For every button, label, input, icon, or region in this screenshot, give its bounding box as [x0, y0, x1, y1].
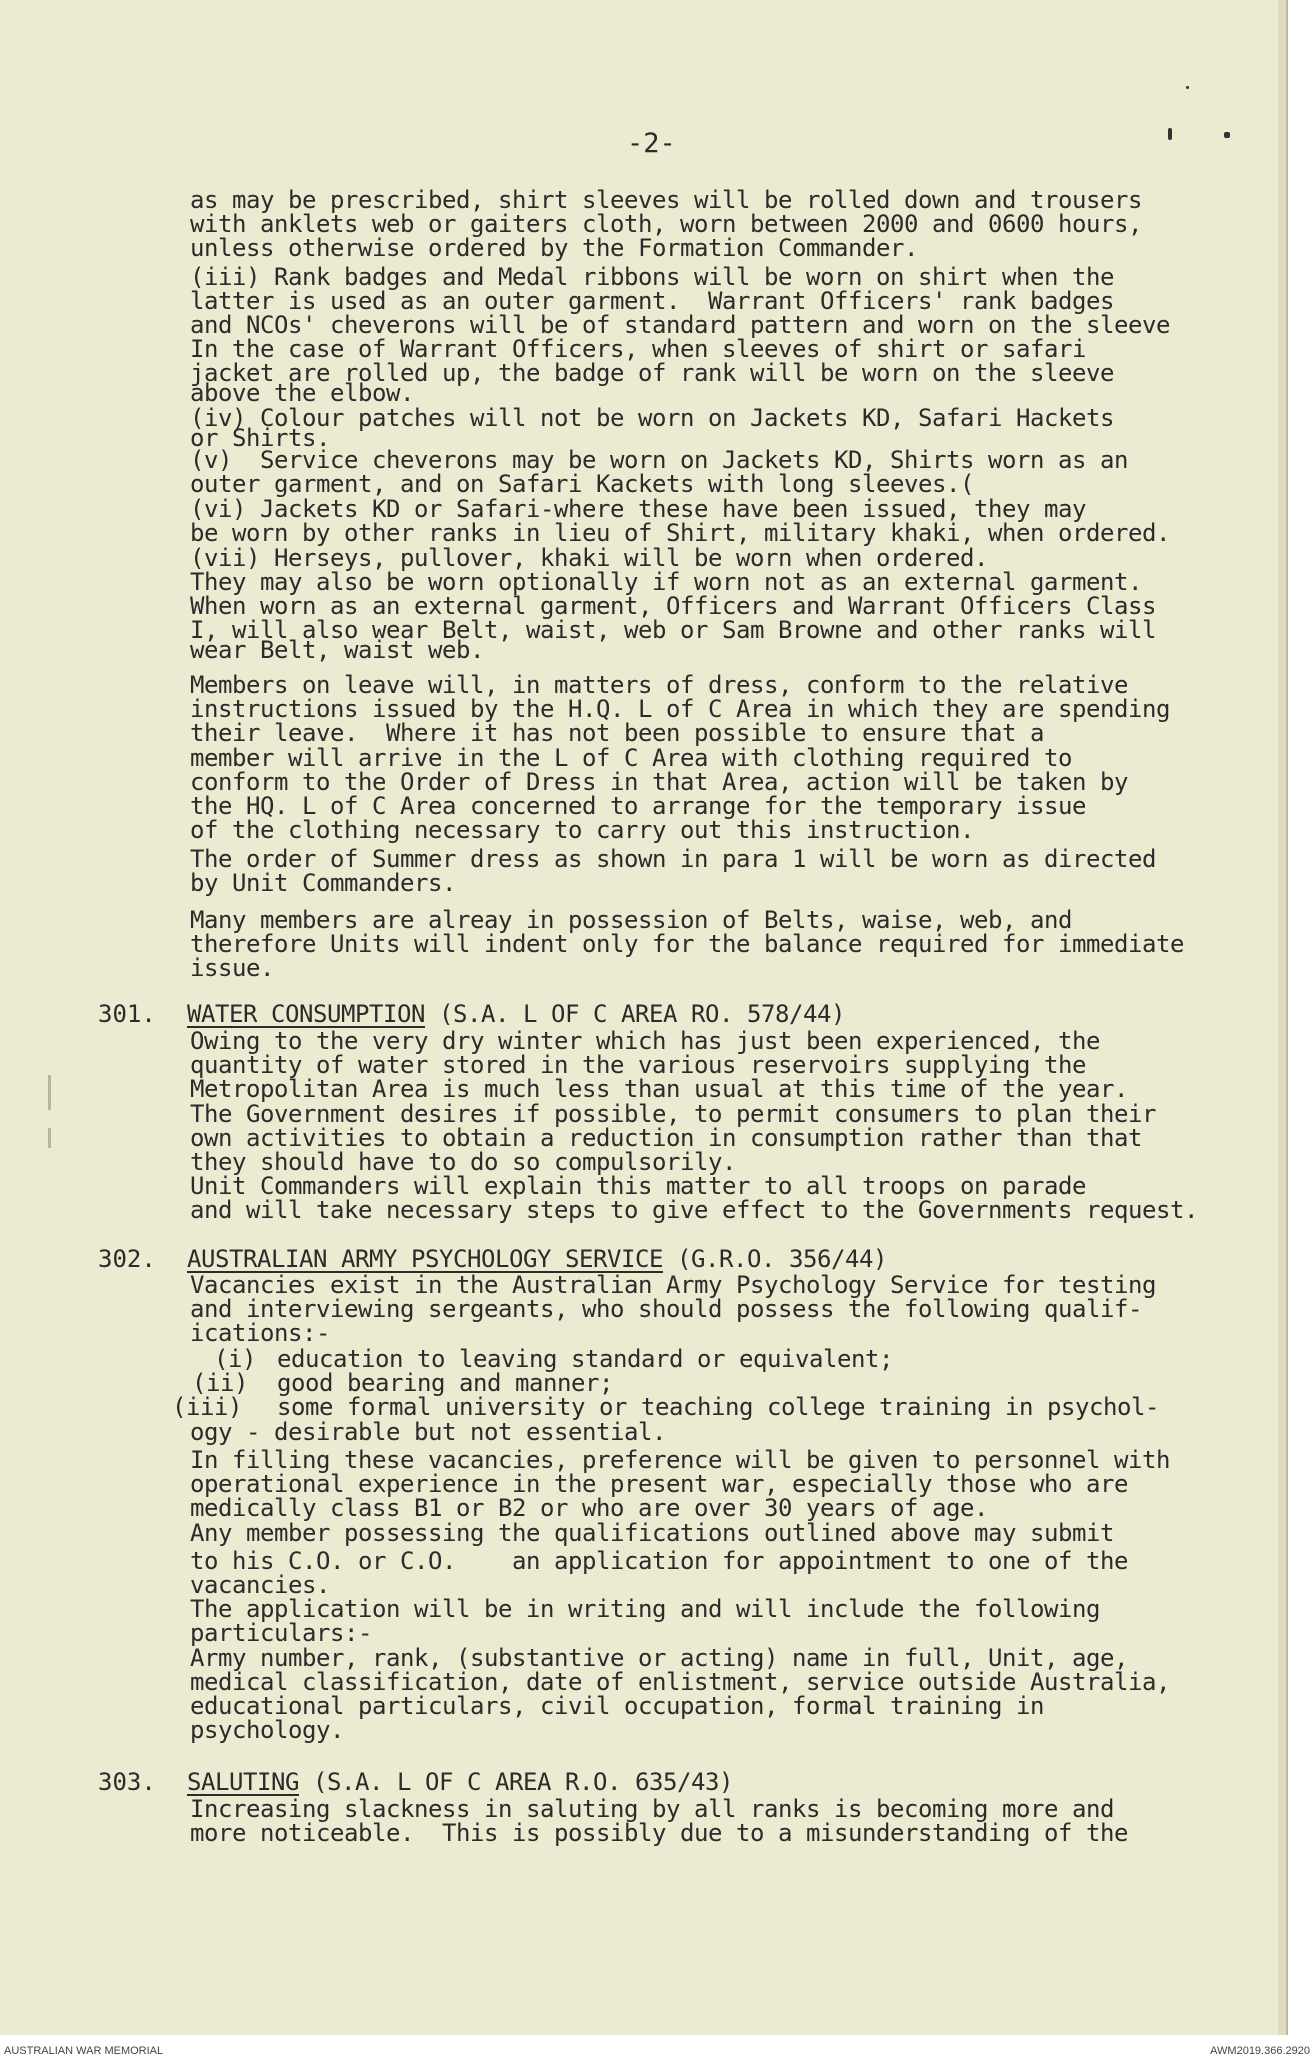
body-line: (iii) Rank badges and Medal ribbons will be worn on shirt when the — [190, 263, 1114, 291]
section-303-number: 303. — [98, 1768, 156, 1796]
list-item-text: some formal university or teaching college training in psychol- — [277, 1393, 1159, 1422]
body-line: Unit Commanders will explain this matter to all troops on parade — [190, 1172, 1086, 1201]
body-line: ogy - desirable but not essential. — [190, 1418, 666, 1446]
body-line: Metropolitan Area is much less than usual at this time of the year. — [190, 1075, 1128, 1104]
body-line: member will arrive in the L of C Area with clothing required to — [190, 743, 1072, 772]
section-302-heading-line — [187, 1247, 887, 1271]
body-line: The order of Summer dress as shown in para 1 will be worn as directed — [190, 845, 1156, 873]
body-line: psychology. — [190, 1716, 344, 1745]
body-line: In filling these vacancies, preference will be given to personnel with — [190, 1446, 1170, 1474]
body-line: The Government desires if possible, to permit consumers to plan their — [190, 1099, 1156, 1128]
body-line: operational experience in the present war, especially those who are — [190, 1470, 1128, 1499]
list-item-label: (iii) — [172, 1393, 242, 1422]
footer-right: AWM2019.366.2920 — [1210, 2045, 1310, 2057]
section-301-number: 301. — [98, 1000, 156, 1028]
body-line: latter is used as an outer garment. Warrant Officers' rank badges — [190, 287, 1114, 315]
section-303-heading: SALUTING — [187, 1768, 299, 1796]
body-line: instructions issued by the H.Q. L of C Area in which they are spending — [190, 695, 1170, 724]
body-line: educational particulars, civil occupation, formal training in — [190, 1692, 1044, 1720]
section-301-reference: (S.A. L OF C AREA RO. 578/44) — [425, 1000, 845, 1028]
body-line: Owing to the very dry winter which has just been experienced, the — [190, 1027, 1100, 1055]
body-line: and interviewing sergeants, who should possess the following qualif- — [190, 1295, 1142, 1324]
section-302-heading: AUSTRALIAN ARMY PSYCHOLOGY SERVICE — [187, 1245, 663, 1273]
body-line: their leave. Where it has not been possible to ensure that a — [190, 719, 1044, 748]
section-301-heading: WATER CONSUMPTION — [187, 1000, 425, 1028]
section-303-reference: (S.A. L OF C AREA R.O. 635/43) — [299, 1768, 733, 1796]
body-line: the HQ. L of C Area concerned to arrange for the temporary issue — [190, 792, 1086, 820]
body-line: medical classification, date of enlistment, service outside Australia, — [190, 1667, 1170, 1696]
body-line: unless otherwise ordered by the Formation Commander. — [190, 234, 918, 262]
section-302-reference: (G.R.O. 356/44) — [662, 1245, 887, 1273]
body-line: therefore Units will indent only for the balance required for immediate — [190, 930, 1184, 959]
body-line: Members on leave will, in matters of dress, conform to the relative — [190, 671, 1128, 699]
list-item-text: good bearing and manner; — [277, 1369, 613, 1398]
body-line: Any member possessing the qualifications outlined above may submit — [190, 1518, 1114, 1547]
body-line: more noticeable. This is possibly due to a misunderstanding of the — [190, 1819, 1128, 1848]
list-item-label: (i) — [200, 1345, 256, 1373]
body-line: by Unit Commanders. — [190, 869, 456, 898]
body-line: (v) Service cheverons may be worn on Jackets KD, Shirts worn as an — [190, 446, 1128, 474]
body-line: issue. — [190, 954, 274, 983]
section-302-number: 302. — [98, 1245, 156, 1273]
body-line: They may also be worn optionally if worn not as an external garment. — [190, 568, 1142, 596]
body-line: as may be prescribed, shirt sleeves will be rolled down and trousers — [190, 186, 1142, 214]
body-line: particulars:- — [190, 1619, 372, 1648]
body-line: outer garment, and on Safari Kackets with long sleeves.( — [190, 470, 974, 498]
section-303-heading-line — [187, 1770, 733, 1794]
body-line: The application will be in writing and will include the following — [190, 1595, 1100, 1624]
body-line: and will take necessary steps to give effect to the Governments request. — [190, 1196, 1198, 1225]
body-line: (vii) Herseys, pullover, khaki will be worn when ordered. — [190, 544, 988, 572]
body-line: conform to the Order of Dress in that Area, action will be taken by — [190, 767, 1128, 796]
page-number: -2- — [627, 128, 676, 159]
list-item-label: (ii) — [192, 1369, 248, 1398]
body-line: or Shirts. — [190, 424, 330, 452]
body-line: In the case of Warrant Officers, when sleeves of shirt or safari — [190, 335, 1086, 363]
body-line: to his C.O. or C.O. an application for appointment to one of the — [190, 1546, 1128, 1575]
body-line: own activities to obtain a reduction in consumption rather than that — [190, 1123, 1142, 1152]
body-line: Army number, rank, (substantive or acting) name in full, Unit, age, — [190, 1643, 1128, 1672]
section-301-heading-line — [187, 1002, 845, 1026]
body-line: they should have to do so compulsorily. — [190, 1148, 736, 1176]
body-line: wear Belt, waist web. — [190, 636, 484, 664]
body-line: vacancies. — [190, 1571, 330, 1599]
ink-speck — [1224, 132, 1230, 138]
body-line: of the clothing necessary to carry out this instruction. — [190, 816, 974, 845]
body-line: with anklets web or gaiters cloth, worn between 2000 and 0600 hours, — [190, 210, 1142, 238]
body-line: and NCOs' cheverons will be of standard pattern and worn on the sleeve — [190, 311, 1170, 339]
body-line: Increasing slackness in saluting by all ranks is becoming more and — [190, 1795, 1114, 1823]
punch-mark — [48, 1075, 51, 1110]
body-line: above the elbow. — [190, 379, 414, 407]
body-line: Vacancies exist in the Australian Army Psychology Service for testing — [190, 1271, 1156, 1299]
body-line: When worn as an external garment, Officers and Warrant Officers Class — [190, 592, 1156, 620]
body-line: (vi) Jackets KD or Safari-where these have been issued, they may — [190, 495, 1086, 523]
body-line: quantity of water stored in the various reservoirs supplying the — [190, 1051, 1086, 1080]
list-item-text: education to leaving standard or equivalent; — [277, 1345, 893, 1373]
body-line: I, will also wear Belt, waist, web or Sam Browne and other ranks will — [190, 616, 1156, 644]
footer-left: AUSTRALIAN WAR MEMORIAL — [4, 2045, 164, 2057]
body-line: jacket are rolled up, the badge of rank will be worn on the sleeve — [190, 359, 1114, 387]
punch-mark — [48, 1128, 51, 1148]
body-line: ications:- — [190, 1319, 330, 1348]
body-line: Many members are alreay in possession of Belts, waise, web, and — [190, 906, 1072, 934]
ink-speck — [1168, 128, 1172, 140]
body-line: medically class B1 or B2 or who are over 30 years of age. — [190, 1494, 988, 1523]
body-line: (iv) Colour patches will not be worn on Jackets KD, Safari Hackets — [190, 404, 1114, 432]
ink-speck — [1186, 86, 1189, 89]
body-line: be worn by other ranks in lieu of Shirt, military khaki, when ordered. — [190, 519, 1170, 547]
